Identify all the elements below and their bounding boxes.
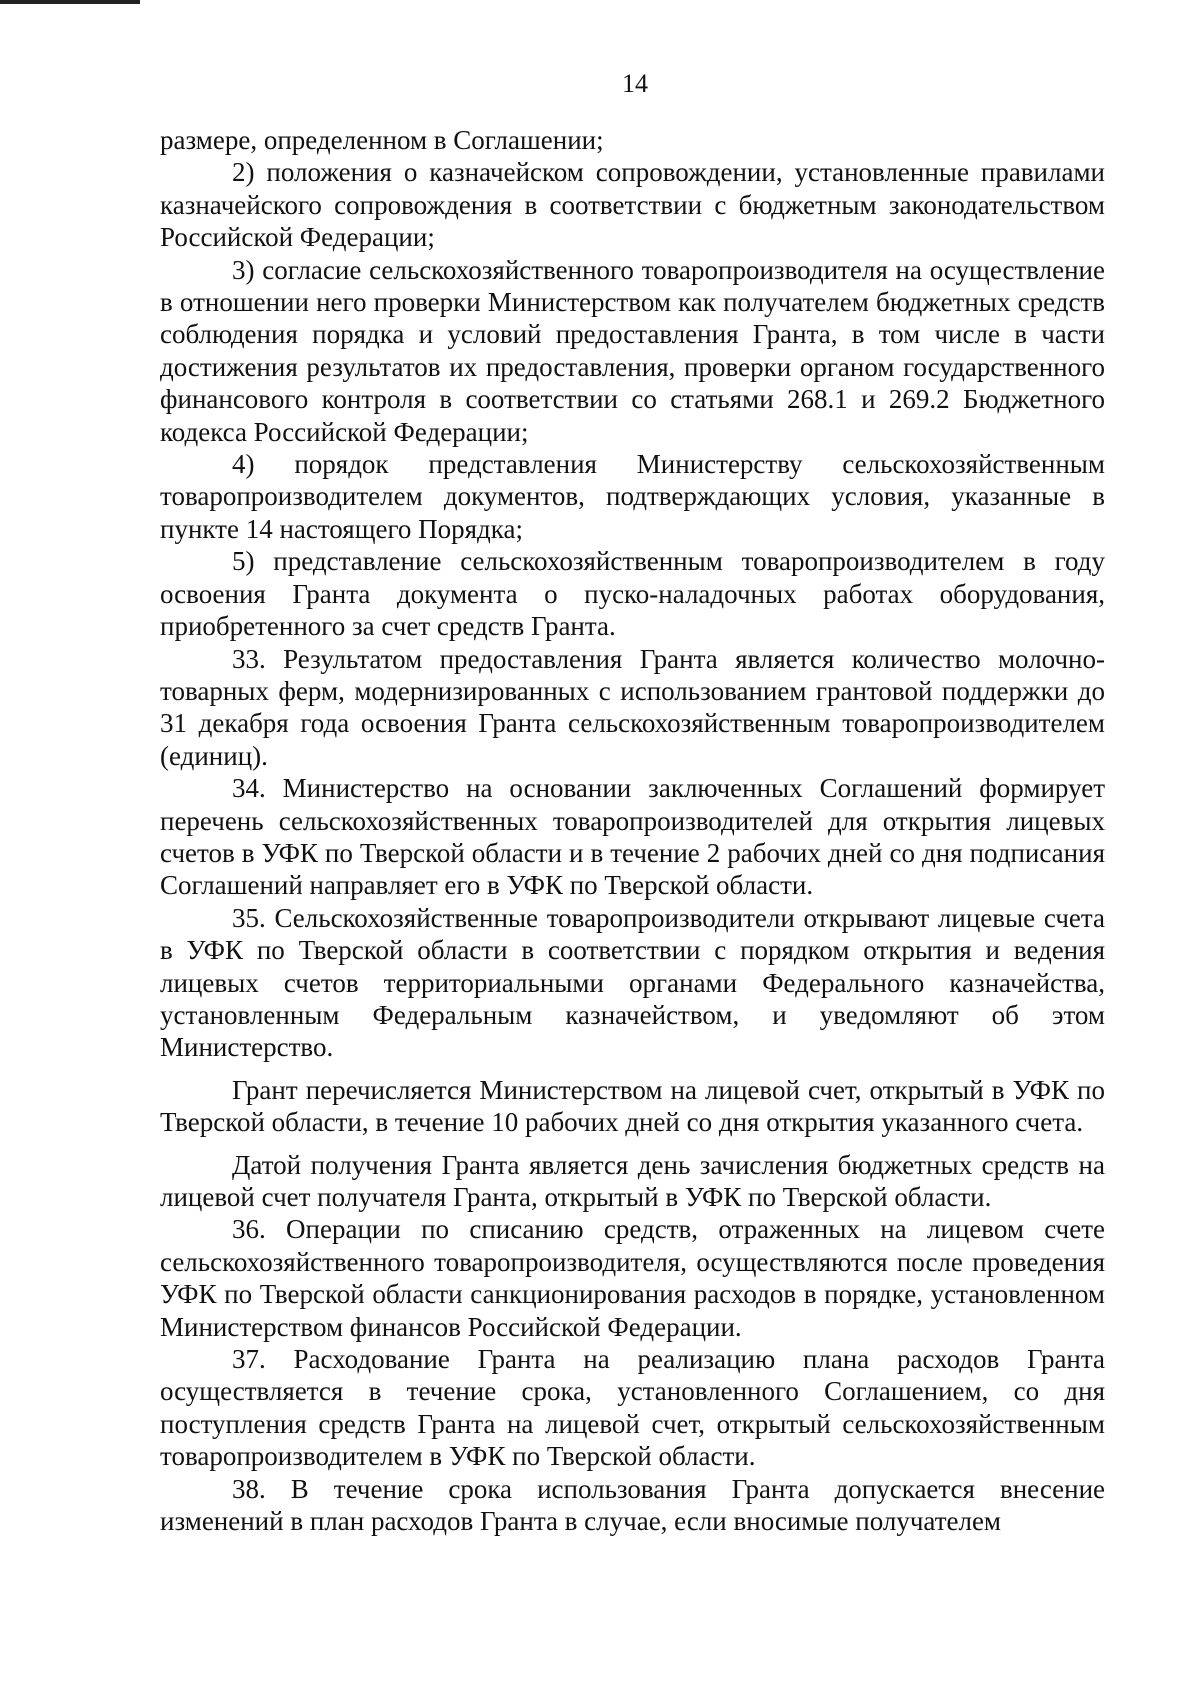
paragraph-37: 37. Расходование Гранта на реализацию плана расходов Гранта осуществляется в течение срока, установленного Соглашением, со дня поступления средств Гранта на лицевой счет, открытый сельскохозяйственным товаропроизводителем в УФК по Тверской области. <box>160 1344 1105 1472</box>
paragraph-continuation: размере, определенном в Соглашении; <box>160 125 604 155</box>
page-number: 14 <box>622 69 648 98</box>
paragraph-35-receipt-date: Датой получения Гранта является день зачисления бюджетных средств на лицевой счет получателя Гранта, открытый в УФК по Тверской области. <box>160 1149 1105 1212</box>
paragraph-38: 38. В течение срока использования Гранта допускается внесение изменений в план расходов Гранта в случае, если вносимые получателем <box>160 1473 1105 1537</box>
scan-edge-mark <box>0 0 140 4</box>
paragraph-34: 34. Министерство на основании заключенных Соглашений формирует перечень сельскохозяйственных товаропроизводителей для открытия лицевых счетов в УФК по Тверской области и в течение 2 рабочих дней со дня подписания Соглашений направляет его в УФК по Тверской области. <box>160 773 1105 901</box>
paragraph-item-4: 4) порядок представления Министерству сельскохозяйственным товаропроизводителем документов, подтверждающих условия, указанные в пункте 14 настоящего Порядка; <box>160 449 1105 544</box>
paragraph-item-2: 2) положения о казначейском сопровождении, установленные правилами казначейского сопровождения в соответствии с бюджетным законодательством Российской Федерации; <box>160 157 1105 253</box>
paragraph-item-5: 5) представление сельскохозяйственным товаропроизводителем в году освоения Гранта документа о пуско-наладочных работах оборудования, приобретенного за счет средств Гранта. <box>160 546 1105 642</box>
paragraph-item-3: 3) согласие сельскохозяйственного товаропроизводителя на осуществление в отношении него проверки Министерством как получателем бюджетных средств соблюдения порядка и условий предоставления Гранта, в том числе в части достижения результатов их предоставления, проверки органом государственного финансового контроля в соответствии со статьями 268.1 и 269.2 Бюджетного кодекса Российской Федерации; <box>160 254 1105 447</box>
document-body <box>160 124 1105 1537</box>
paragraph-33: 33. Результатом предоставления Гранта является количество молочно-товарных ферм, модернизированных с использованием грантовой поддержки до 31 декабря года освоения Гранта сельскохозяйственным товаропроизводителем (единиц). <box>160 643 1105 771</box>
paragraph-36: 36. Операции по списанию средств, отраженных на лицевом счете сельскохозяйственного товаропроизводителя, осуществляются после проведения УФК по Тверской области санкционирования расходов в порядке, установленном Министерством финансов Российской Федерации. <box>160 1214 1105 1342</box>
paragraph-35-grant-transfer: Грант перечисляется Министерством на лицевой счет, открытый в УФК по Тверской области, в течение 10 рабочих дней со дня открытия указанного счета. <box>160 1074 1105 1138</box>
paragraph-35: 35. Сельскохозяйственные товаропроизводители открывают лицевые счета в УФК по Тверской области в соответствии с порядком открытия и ведения лицевых счетов территориальными органами Федерального казначейства, установленным Федеральным казначейством, и уведомляют об этом Министерство. <box>160 902 1105 1063</box>
